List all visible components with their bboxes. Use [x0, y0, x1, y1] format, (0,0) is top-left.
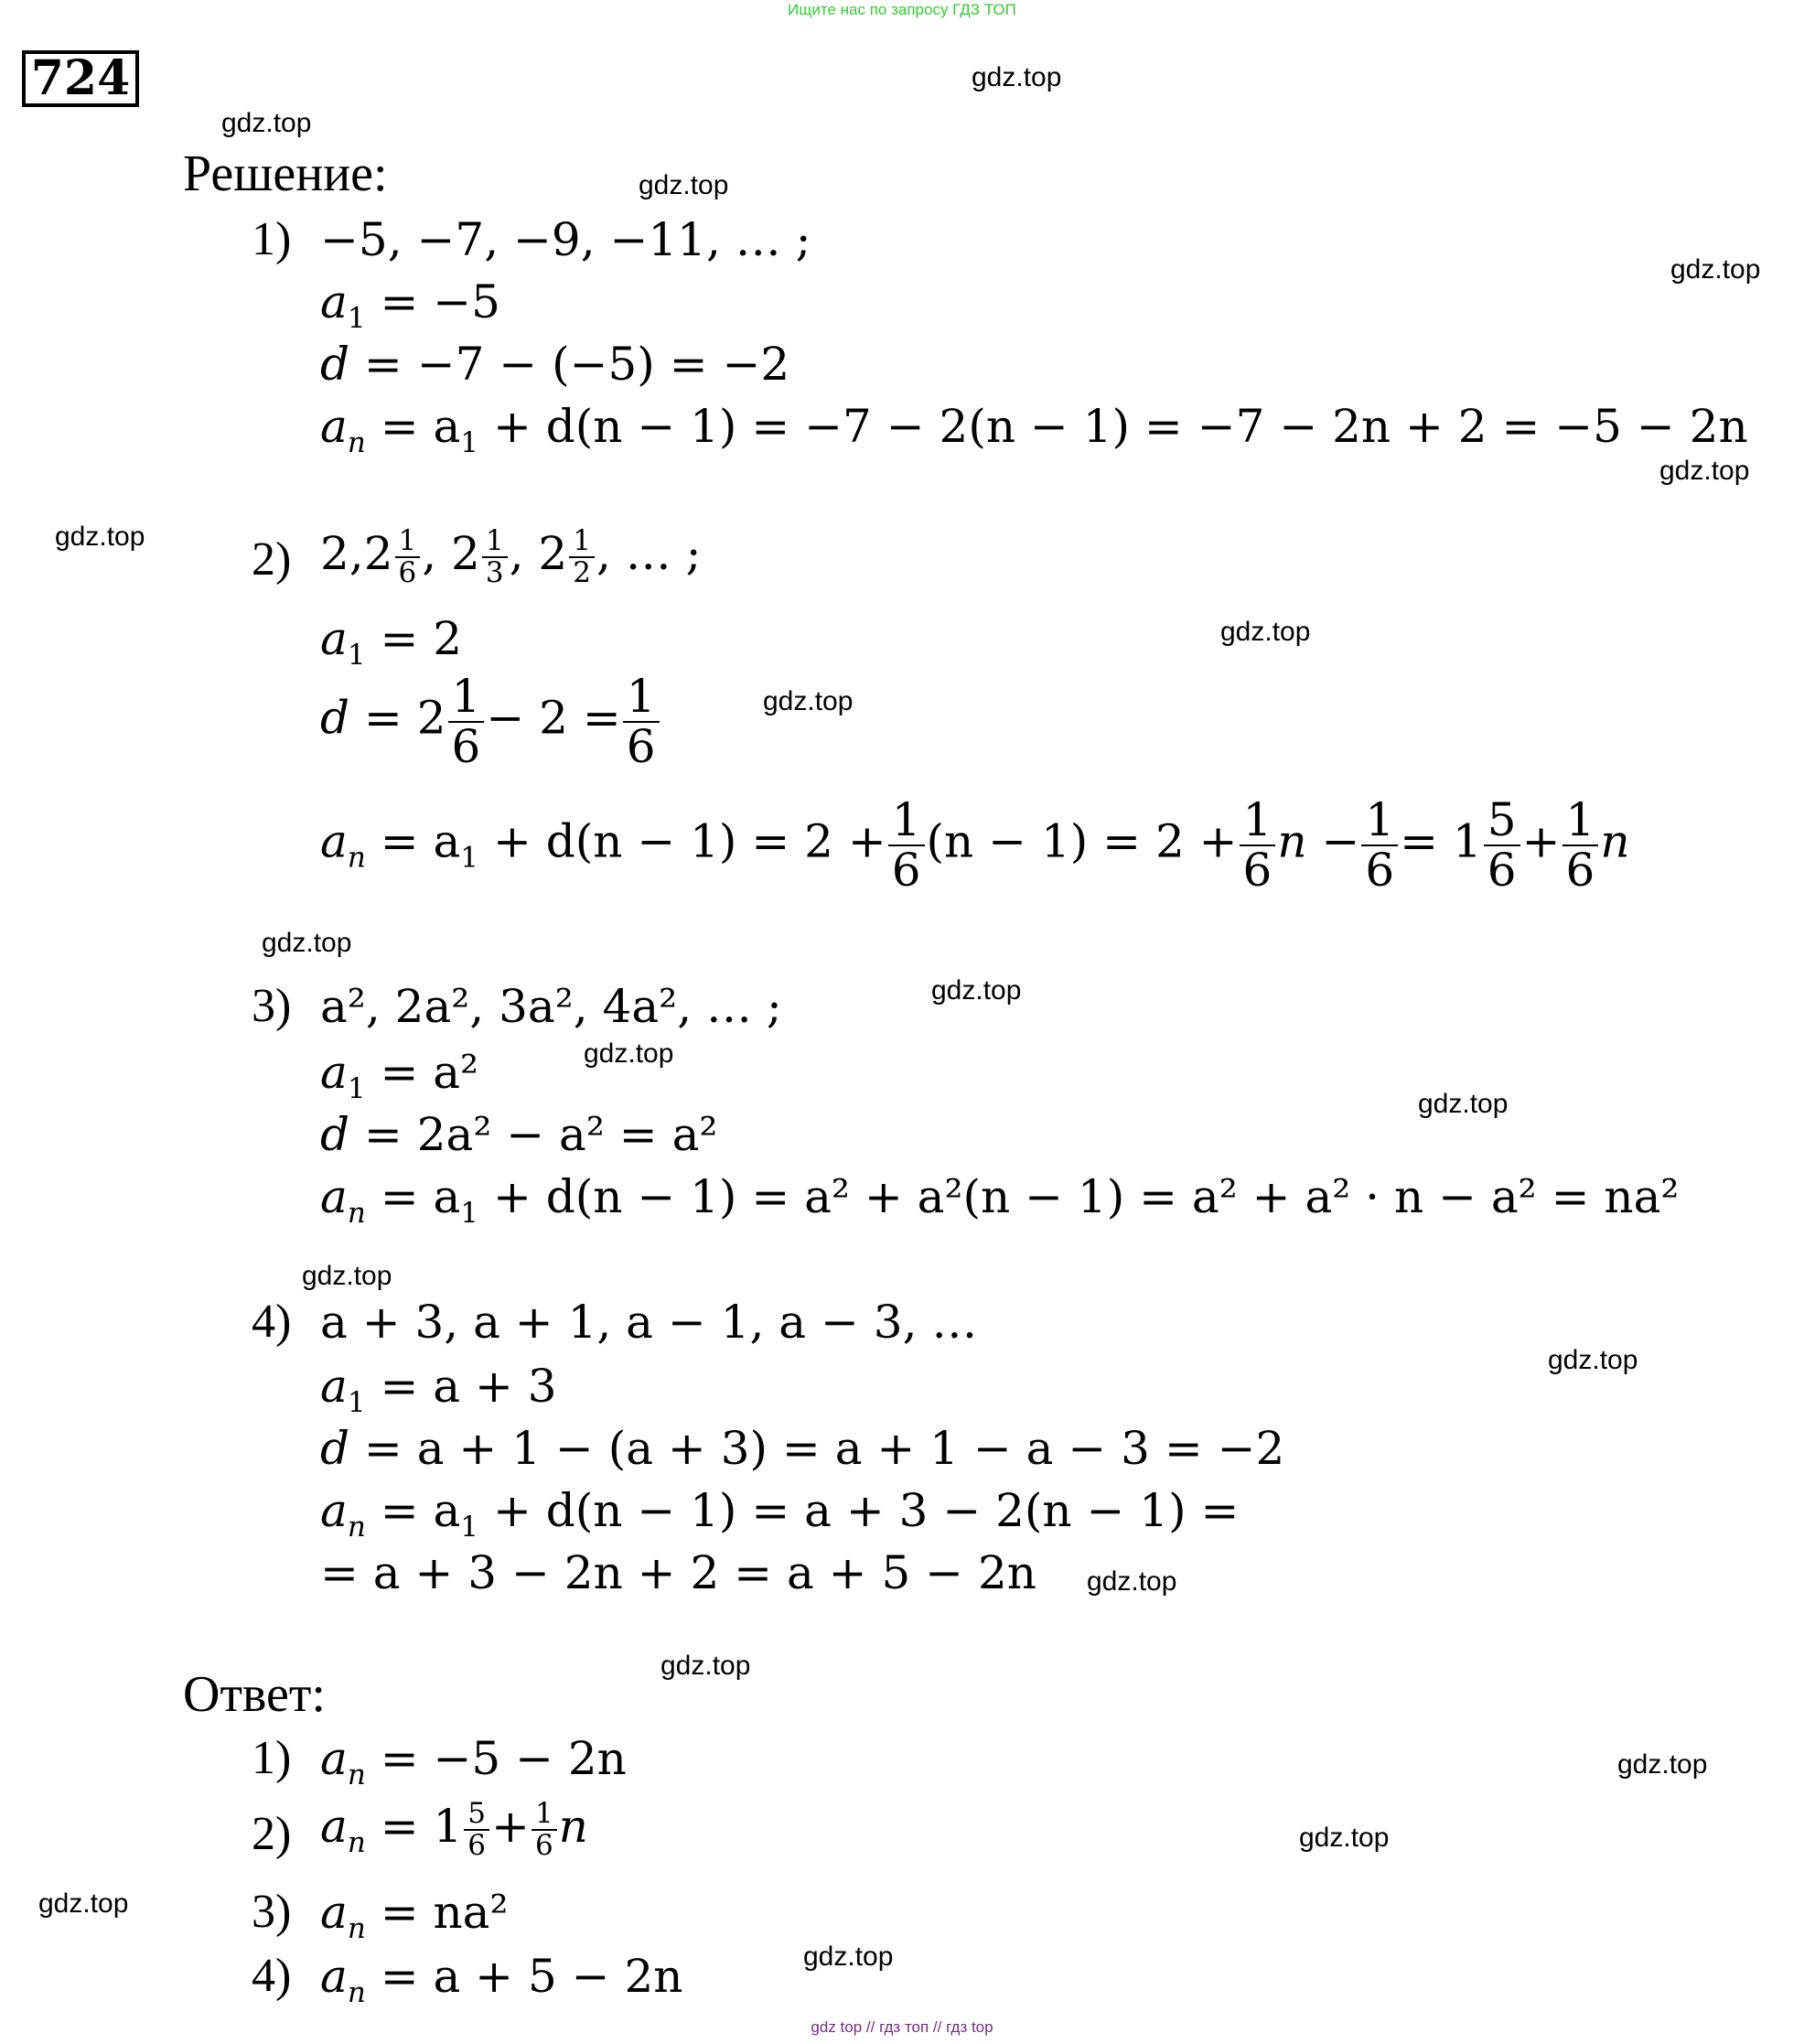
answer-2: $a_n = 1$ $\frac{5}{6}$ + $\frac{1}{6}$ n [320, 1797, 588, 1862]
part-1-formula: $a_n = a_1 + d(n - 1) = -7 - 2(n - 1) = -7 - 2n + 2 = -5 - 2n$ [320, 400, 1748, 459]
watermark: gdz.top [1548, 1345, 1638, 1375]
answer-1: $a_n = -5 - 2n$ [320, 1732, 627, 1791]
answer-heading: Ответ: [183, 1666, 326, 1723]
part-4-difference: d = a + 1 − (a + 3) = a + 1 − a − 3 = −2 [320, 1422, 1285, 1475]
watermark: gdz.top [221, 108, 312, 138]
part-1-first-term: $a_1 = -5$ [320, 275, 500, 335]
watermark: gdz.top [639, 170, 729, 200]
answer-1-label: 1) [252, 1732, 292, 1784]
answer-3: $a_n = na^2$ [320, 1886, 509, 1945]
answer-4: $a_n = a + 5 - 2n$ [320, 1950, 683, 2009]
watermark: gdz.top [262, 928, 352, 958]
watermark: gdz.top [763, 686, 854, 716]
watermark: gdz.top [931, 975, 1022, 1006]
part-1-label: 1) [252, 213, 292, 265]
part-3-sequence: a², 2a², 3a², 4a², … ; [320, 980, 782, 1033]
part-2-formula: $a_n = a_1 + d(n - 1) = 2$ + $\frac{1}{6}$ (n − 1) = 2 + $\frac{1}{6}$ n − $\frac{1}{6}$ = 1 $\frac{5}{6}$ + $\frac{1}{6}$ n [320, 793, 1630, 897]
part-4-first-term: $a_1 = a + 3$ [320, 1360, 557, 1419]
task-number: 724 [22, 50, 139, 107]
part-3-difference: d = 2a² − a² = a² [320, 1108, 718, 1161]
watermark: gdz.top [1659, 456, 1750, 486]
watermark: gdz.top [803, 1942, 894, 1972]
watermark: gdz.top [584, 1038, 674, 1069]
watermark: gdz.top [1220, 617, 1311, 647]
watermark: gdz.top [1617, 1749, 1708, 1780]
watermark: gdz.top [1670, 254, 1761, 285]
part-4-label: 4) [252, 1296, 292, 1348]
part-3-formula: $a_n = a_1 + d(n - 1) = a^2 + a^2(n - 1) = a^2 + a^2 \cdot n - a^2 = na^2$ [320, 1170, 1680, 1230]
watermark: gdz.top [1299, 1823, 1390, 1853]
answer-4-label: 4) [252, 1950, 292, 2002]
part-4-formula-continued: = a + 3 − 2n + 2 = a + 5 − 2n [320, 1546, 1036, 1599]
watermark: gdz.top [660, 1651, 751, 1681]
answer-3-label: 3) [252, 1886, 292, 1938]
part-4-formula: $a_n = a_1 + d(n - 1) = a + 3 - 2(n - 1)$ = [320, 1484, 1240, 1544]
part-2-first-term: $a_1 = 2$ [320, 612, 463, 672]
part-1-difference: d = −7 − (−5) = −2 [320, 338, 790, 391]
answer-2-label: 2) [252, 1808, 292, 1860]
top-banner: Ищите нас по запросу ГДЗ ТОП [788, 1, 1016, 18]
bottom-banner: gdz top // гдз топ // гдз top [811, 2018, 993, 2036]
part-2-sequence: 2,2 $\frac{1}{6}$ , 2 $\frac{1}{3}$ , 2 $\frac{1}{2}$ , … ; [320, 524, 702, 589]
watermark: gdz.top [55, 522, 145, 552]
part-3-first-term: $a_1 = a^2$ [320, 1046, 479, 1105]
watermark: gdz.top [972, 62, 1062, 92]
watermark: gdz.top [1087, 1566, 1177, 1597]
part-2-difference: d = 2 $\frac{1}{6}$ − 2 = $\frac{1}{6}$ [320, 672, 661, 770]
part-2-label: 2) [252, 533, 292, 586]
watermark: gdz.top [38, 1888, 129, 1919]
part-4-sequence: a + 3, a + 1, a − 1, a − 3, … [320, 1296, 978, 1349]
watermark: gdz.top [302, 1261, 392, 1291]
watermark: gdz.top [1418, 1089, 1509, 1119]
solution-heading: Решение: [183, 145, 388, 202]
part-1-sequence: −5, −7, −9, −11, … ; [320, 213, 811, 266]
part-3-label: 3) [252, 980, 292, 1032]
